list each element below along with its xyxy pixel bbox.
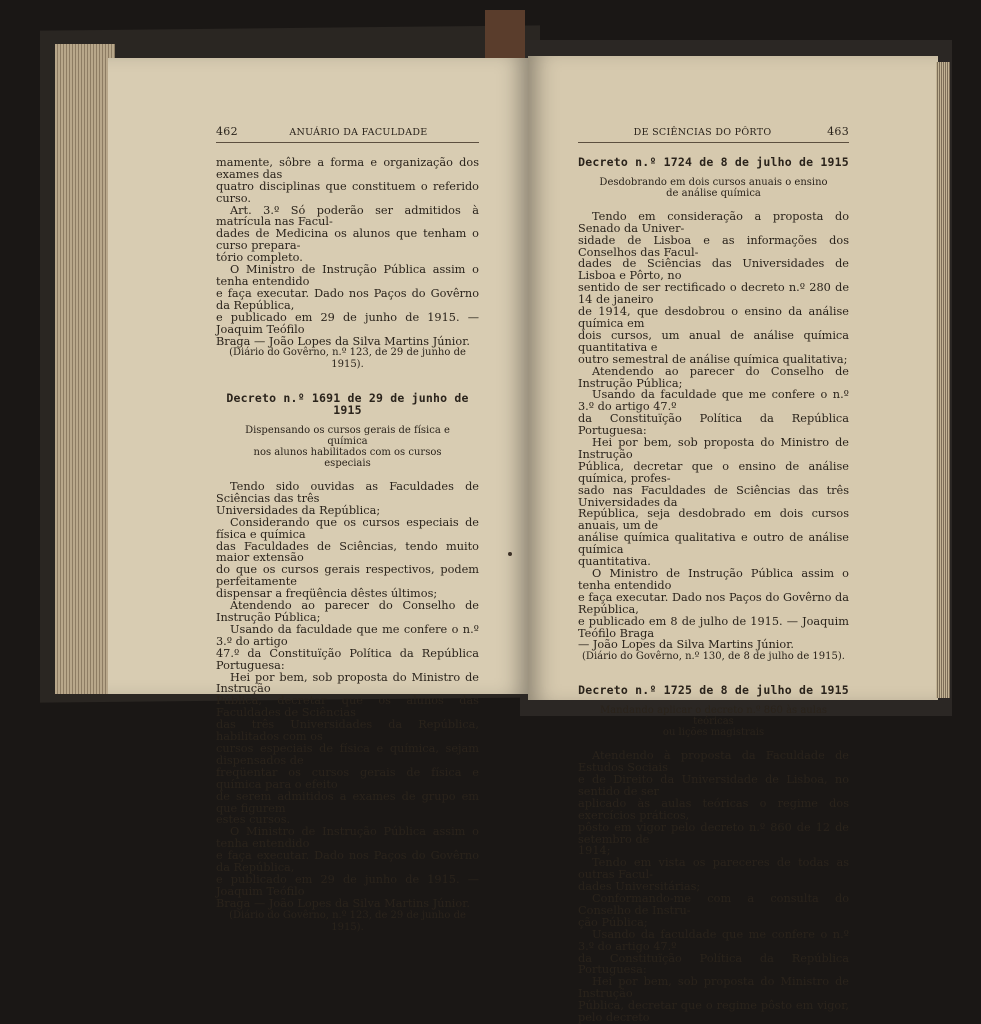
text-line: e publicado em 29 de junho de 1915. — Joaquim Teófilo — [216, 872, 479, 898]
text-line: O Ministro de Instrução Pública assim o tenha entendido — [578, 567, 849, 592]
text-line: de serem admitidos a exames de grupo em que figurem — [216, 789, 479, 815]
citation: (Diário do Govêrno, n.º 123, de 29 de junho de 1915). — [229, 909, 466, 933]
text-line: Conformando-me com a consulta do Conselho de Instru- — [578, 892, 849, 917]
left-page-text — [216, 126, 479, 933]
text-line: sentido de ser rectificado o decreto n.º 280 de 14 de janeiro — [578, 281, 849, 307]
text-line: Braga — João Lopes da Silva Martins Júnior. — [216, 896, 470, 910]
text-line: das Faculdades de Sciências, tendo muito maior extensão — [216, 539, 479, 565]
text-line: O Ministro de Instrução Pública assim o tenha entendido — [216, 263, 479, 288]
decree-summary: Dispensando os cursos gerais de física e química nos alunos habilitados com os cursos especiais — [245, 425, 450, 470]
text-line: Hei por bem, sob proposta do Ministro de Instrução — [216, 670, 479, 696]
citation: (Diário do Govêrno, n.º 130, de 8 de julho de 1915). — [582, 651, 845, 663]
text-line: do que os cursos gerais respectivos, podem perfeitamente — [216, 563, 479, 589]
text-line: e faça executar. Dado nos Paços do Govêrno da República, — [216, 849, 479, 875]
ink-spot — [508, 552, 512, 556]
text-line: Usando da faculdade que me confere o n.º 3.º do artigo — [216, 622, 479, 648]
text-line: quatro disciplinas que constituem o referido curso. — [216, 179, 479, 205]
text-line: dades de Medicina os alunos que tenham o curso prepara- — [216, 227, 479, 253]
text-line: e publicado em 29 de junho de 1915. — Joaquim Teófilo — [216, 310, 479, 336]
text-line: Braga — João Lopes da Silva Martins Júnior. — [216, 334, 470, 348]
text-line: Atendendo à proposta da Faculdade de Estudos Sociais — [578, 749, 849, 775]
text-line: Atendendo ao parecer do Conselho de Instrução Pública; — [578, 364, 849, 390]
text-line: de 1914, que desdobrou o ensino da análise química em — [578, 305, 849, 330]
right-folio: 463 — [827, 125, 849, 138]
text-line: Pública, decretar que o ensino de análise química, profes- — [578, 459, 849, 485]
right-page-text — [578, 126, 849, 1024]
right-running-head — [578, 126, 849, 143]
text-line: ção Pública; — [578, 915, 648, 929]
text-line: 1914; — [578, 844, 611, 858]
text-line: e de Direito da Universidade de Lisboa, no sentido de ser — [578, 772, 849, 798]
text-line: e faça executar. Dado nos Paços do Govêrno da República, — [216, 286, 479, 312]
text-line: sidade de Lisboa e as informações dos Conselhos das Facul- — [578, 233, 849, 259]
text-line: — João Lopes da Silva Martins Júnior. — [578, 638, 794, 652]
page-edges-left — [55, 44, 115, 694]
text-line: pôsto em vigor pelo decreto n.º 860 de 12 de setembro de — [578, 820, 849, 846]
text-line: quantitativa. — [578, 555, 651, 569]
citation: (Diário do Govêrno, n.º 123, de 29 de junho de 1915). — [229, 347, 466, 371]
text-line: O Ministro de Instrução Pública assim o tenha entendido — [216, 825, 479, 851]
text-line: da Constituïção Política da República Portuguesa: — [578, 951, 849, 977]
text-line: República, seja desdobrado em dois cursos anuais, um de — [578, 507, 849, 533]
text-line: Usando da faculdade que me confere o n.º 3.º do artigo 47.º — [578, 927, 849, 953]
page-edges-right — [936, 62, 950, 698]
text-line: 47.º da Constituïção Política da República Portuguesa: — [216, 646, 479, 672]
text-line: dades de Sciências das Universidades de Lisboa e Pôrto, no — [578, 257, 849, 283]
text-line: Tendo em consideração a proposta do Senado da Univer- — [578, 209, 849, 235]
decree-title: Decreto n.º 1691 de 29 de junho de 1915 — [226, 391, 469, 418]
text-line: Universidades da República; — [216, 503, 381, 517]
text-line: Tendo sido ouvidas as Faculdades de Sciências das três — [216, 480, 479, 505]
decree-title: Decreto n.º 1724 de 8 de julho de 1915 — [578, 154, 849, 169]
text-line: aplicado às aulas teóricas o regime dos exercícios práticos, — [578, 796, 849, 822]
text-line: Pública, decretar que os alunos das Faculdades de Sciências — [216, 694, 479, 720]
text-line: da Constituïção Política da República Portuguesa: — [578, 412, 849, 438]
text-line: mamente, sôbre a forma e organização dos exames das — [216, 155, 479, 181]
text-line: e publicado em 8 de julho de 1915. — Joaquim Teófilo Braga — [578, 614, 849, 640]
left-folio: 462 — [216, 125, 238, 138]
text-line: dades Universitárias; — [578, 880, 701, 894]
text-line: sado nas Faculdades de Sciências das três Universidades da — [578, 483, 849, 509]
text-line: outro semestral de análise química qualitativa; — [578, 352, 848, 366]
text-line: tório completo. — [216, 251, 303, 265]
text-line: Hei por bem, sob proposta do Ministro de Instrução — [578, 436, 849, 461]
text-line: Hei por bem, sob proposta do Ministro de Instrução — [578, 975, 849, 1001]
right-running-title: DE SCIÊNCIAS DO PÔRTO — [633, 127, 772, 138]
text-line: cursos especiais de física e química, sejam dispensados de — [216, 741, 479, 767]
decree-summary: Mandando aplicar o decreto n.º 860 às aulas teóricas ou lições magistrais — [599, 705, 828, 739]
text-line: Atendendo ao parecer do Conselho de Instrução Pública; — [216, 599, 479, 624]
text-line: Considerando que os cursos especiais de física e química — [216, 515, 479, 541]
text-line: Art. 3.º Só poderão ser admitidos à matrícula nas Facul- — [216, 203, 479, 229]
text-line: análise química qualitativa e outro de análise química — [578, 531, 849, 557]
text-line: estes cursos. — [216, 813, 291, 827]
text-line: dois cursos, um anual de análise química quantitativa e — [578, 328, 849, 354]
left-running-head — [216, 126, 479, 143]
text-line: dispensar a freqüência dêstes últimos; — [216, 587, 438, 601]
text-line: Tendo em vista os pareceres de todas as outras Facul- — [578, 856, 849, 882]
text-line: das três Universidades da República, habilitados com os — [216, 718, 479, 744]
decree-summary: Desdobrando em dois cursos anuais o ensino de análise química — [599, 176, 828, 199]
text-line: Usando da faculdade que me confere o n.º 3.º do artigo 47.º — [578, 388, 849, 414]
text-line: e faça executar. Dado nos Paços do Govêrno da República, — [578, 590, 849, 616]
decree-title: Decreto n.º 1725 de 8 de julho de 1915 — [578, 683, 849, 698]
left-running-title: ANUÁRIO DA FACULDADE — [289, 127, 428, 138]
text-line: freqüentar os cursos gerais de física e química para o efeito — [216, 765, 479, 791]
text-line: Pública, decretar que o regime pôsto em vigor, pelo decreto — [578, 999, 849, 1024]
